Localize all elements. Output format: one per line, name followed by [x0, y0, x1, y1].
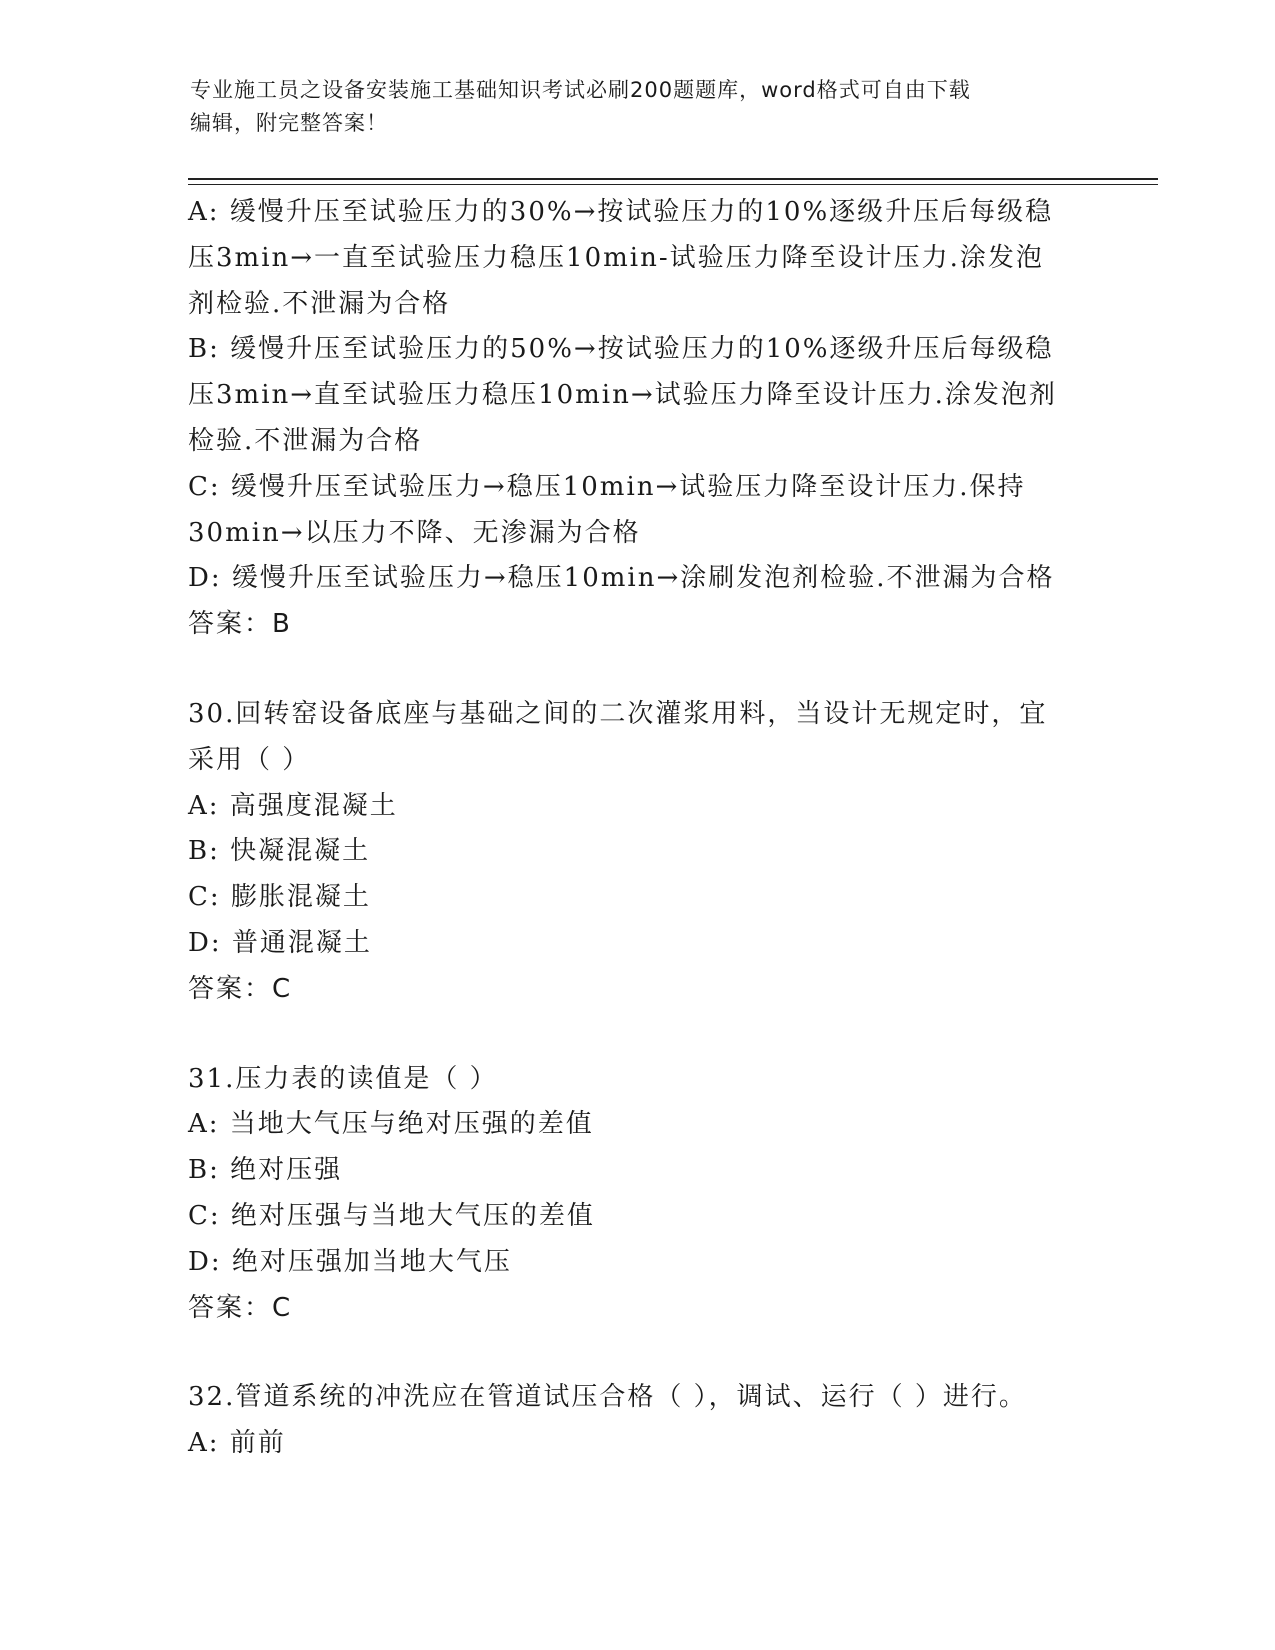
q31-option-b: B: 绝对压强 [188, 1155, 343, 1186]
document-header [190, 74, 1090, 140]
q30-stem-line-1: 30.回转窑设备底座与基础之间的二次灌浆用料，当设计无规定时，宜 [188, 698, 1048, 729]
q29-option-b-line-3: 检验.不泄漏为合格 [188, 425, 423, 456]
question-31 [188, 1057, 1088, 1332]
q30-option-a: A: 高强度混凝土 [188, 790, 398, 821]
q29-option-a-line-3: 剂检验.不泄漏为合格 [188, 288, 451, 319]
q31-option-a: A: 当地大气压与绝对压强的差值 [188, 1109, 594, 1140]
q30-option-d: D: 普通混凝土 [188, 927, 372, 958]
header-line-1: 专业施工员之设备安装施工基础知识考试必刷200题题库，word格式可自由下载 [190, 78, 971, 102]
q29-option-c-line-1: C: 缓慢升压至试验压力→稳压10min→试验压力降至设计压力.保持 [188, 471, 1026, 502]
q31-option-c: C: 绝对压强与当地大气压的差值 [188, 1200, 595, 1231]
header-rule-thick [188, 178, 1158, 180]
q31-answer: 答案：C [188, 1292, 293, 1323]
document-body [188, 190, 1088, 1467]
q29-answer: 答案：B [188, 609, 292, 640]
q29-option-b-line-1: B: 缓慢升压至试验压力的50%→按试验压力的10%逐级升压后每级稳 [188, 334, 1054, 365]
q29-option-d: D: 缓慢升压至试验压力→稳压10min→涂刷发泡剂检验.不泄漏为合格 [188, 563, 1055, 594]
q30-option-b: B: 快凝混凝土 [188, 836, 371, 867]
q29-option-a-line-1: A: 缓慢升压至试验压力的30%→按试验压力的10%逐级升压后每级稳 [188, 197, 1054, 227]
q30-stem-line-2: 采用（ ） [188, 744, 311, 775]
question-29 [188, 190, 1088, 648]
q30-option-c: C: 膨胀混凝土 [188, 882, 371, 913]
header-rule-thin [188, 184, 1158, 185]
header-line-2: 编辑，附完整答案！ [190, 111, 388, 135]
q31-stem: 31.压力表的读值是（ ） [188, 1063, 498, 1094]
q29-option-c-line-2: 30min→以压力不降、无渗漏为合格 [188, 517, 641, 548]
q32-stem: 32.管道系统的冲洗应在管道试压合格（ ），调试、运行（ ）进行。 [188, 1382, 1027, 1413]
question-32 [188, 1375, 1088, 1467]
q29-option-a-line-2: 压3min→一直至试验压力稳压10min-试验压力降至设计压力.涂发泡 [188, 242, 1044, 273]
q29-option-b-line-2: 压3min→直至试验压力稳压10min→试验压力降至设计压力.涂发泡剂 [188, 380, 1057, 411]
q31-option-d: D: 绝对压强加当地大气压 [188, 1246, 512, 1277]
question-30 [188, 692, 1088, 1013]
q32-option-a: A: 前前 [188, 1428, 286, 1459]
q30-answer: 答案：C [188, 973, 293, 1004]
